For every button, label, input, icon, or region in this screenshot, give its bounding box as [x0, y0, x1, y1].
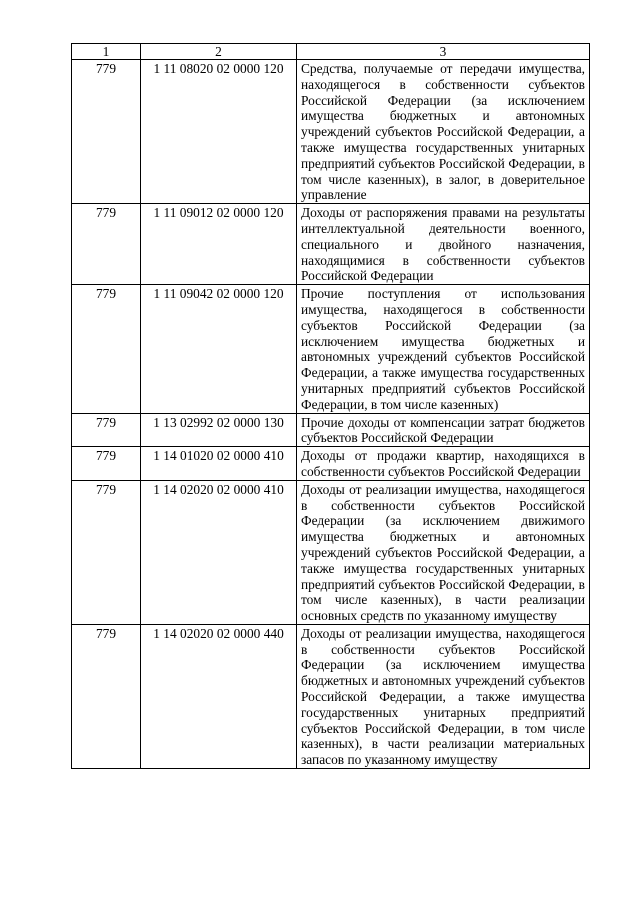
document-page: [71, 43, 589, 769]
revenue-name-cell: Доходы от реализации имущества, находящегося в собственности субъектов Российской Федерации (за исключением движимого имущества бюджетных и автономных учреждений субъектов Российской Федерации, а также имущества государственных унитарных предприятий субъектов Российской Федерации, в том числе казенных), в части реализации основных средств по указанному имуществу: [297, 480, 590, 624]
table-header-row: [72, 44, 590, 60]
revenue-name-cell: Средства, получаемые от передачи имущества, находящегося в собственности субъектов Российской Федерации (за исключением имущества бюджетных и автономных учреждений субъектов Российской Федерации, а также имущества государственных унитарных предприятий субъектов Российской Федерации, в том числе казенных), в залог, в доверительное управление: [297, 60, 590, 204]
header-col-2: 2: [141, 44, 297, 60]
revenue-name-cell: Доходы от продажи квартир, находящихся в собственности субъектов Российской Федерации: [297, 447, 590, 481]
admin-code-cell: 779: [72, 447, 141, 481]
revenue-code-cell: 1 11 09042 02 0000 120: [141, 285, 297, 413]
revenue-name-cell: Доходы от реализации имущества, находящегося в собственности субъектов Российской Федерации (за исключением имущества бюджетных и автономных учреждений субъектов Российской Федерации, а также имущества государственных унитарных предприятий субъектов Российской Федерации, в том числе казенных), в части реализации материальных запасов по указанному имуществу: [297, 624, 590, 768]
revenue-code-cell: 1 14 01020 02 0000 410: [141, 447, 297, 481]
admin-code-cell: 779: [72, 624, 141, 768]
table-row: [72, 624, 590, 768]
revenue-code-cell: 1 14 02020 02 0000 410: [141, 480, 297, 624]
table-row: [72, 413, 590, 447]
budget-revenue-table: [71, 43, 590, 769]
table-row: [72, 447, 590, 481]
table-row: [72, 480, 590, 624]
admin-code-cell: 779: [72, 285, 141, 413]
admin-code-cell: 779: [72, 60, 141, 204]
revenue-name-cell: Прочие доходы от компенсации затрат бюджетов субъектов Российской Федерации: [297, 413, 590, 447]
header-col-3: 3: [297, 44, 590, 60]
admin-code-cell: 779: [72, 480, 141, 624]
table-row: [72, 285, 590, 413]
revenue-code-cell: 1 11 08020 02 0000 120: [141, 60, 297, 204]
revenue-name-cell: Прочие поступления от использования имущества, находящегося в собственности субъектов Российской Федерации (за исключением имущества бюджетных и автономных учреждений субъектов Российской Федерации, а также имущества государственных унитарных предприятий субъектов Российской Федерации, в том числе казенных): [297, 285, 590, 413]
revenue-name-cell: Доходы от распоряжения правами на результаты интеллектуальной деятельности военного, специального и двойного назначения, находящимися в собственности субъектов Российской Федерации: [297, 204, 590, 285]
revenue-code-cell: 1 11 09012 02 0000 120: [141, 204, 297, 285]
table-row: [72, 60, 590, 204]
admin-code-cell: 779: [72, 413, 141, 447]
revenue-code-cell: 1 14 02020 02 0000 440: [141, 624, 297, 768]
header-col-1: 1: [72, 44, 141, 60]
revenue-code-cell: 1 13 02992 02 0000 130: [141, 413, 297, 447]
table-row: [72, 204, 590, 285]
admin-code-cell: 779: [72, 204, 141, 285]
